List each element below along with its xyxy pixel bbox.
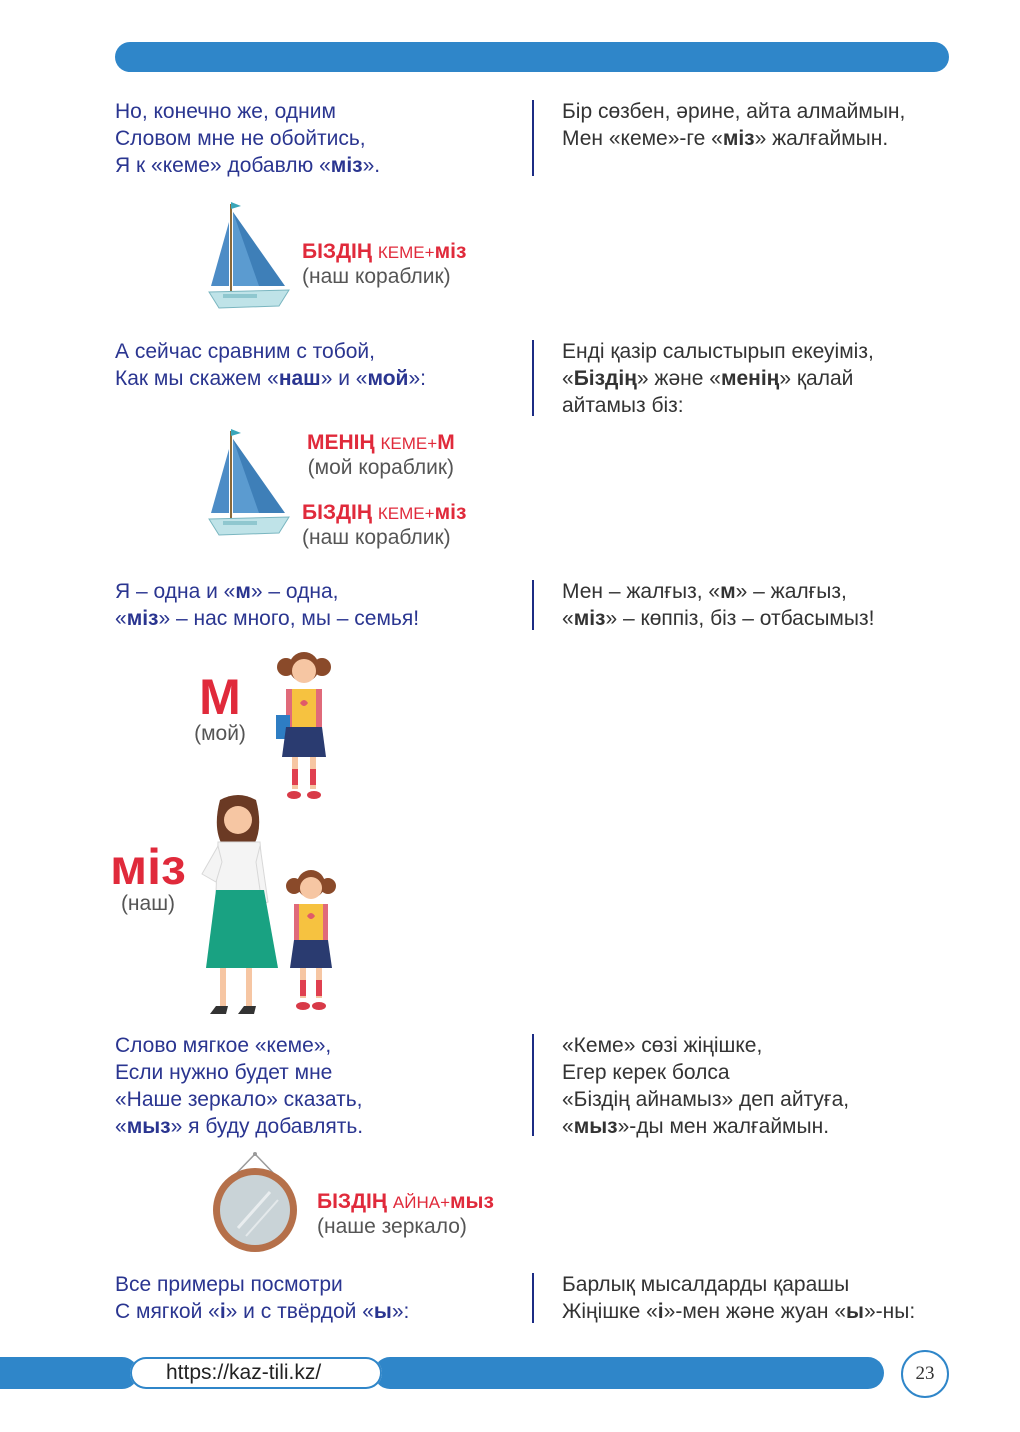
suffix-m-label: М (мой)	[194, 669, 246, 745]
verse-line: «міз» – нас много, мы – семья!	[115, 607, 420, 630]
verse-line: «Біздің айнамыз» деп айтуға,	[562, 1088, 850, 1111]
verse-line: «мыз» я буду добавлять.	[115, 1115, 364, 1138]
verse-line: Егер керек болса	[562, 1061, 730, 1084]
verse-line: Если нужно будет мне	[115, 1061, 333, 1084]
stanza-4-kazakh	[562, 1032, 849, 1140]
example-biz-aina-myz: БІЗДІҢ АЙНА+мыз (наше зеркало)	[317, 1190, 494, 1238]
sailboat-illustration	[205, 198, 291, 318]
example-biz-keme-miz: БІЗДІҢ КЕМЕ+міз (наш кораблик)	[302, 501, 467, 549]
example-biz-keme-miz: БІЗДІҢ КЕМЕ+міз (наш кораблик)	[302, 240, 467, 288]
verse-line: С мягкой «і» и с твёрдой «ы»:	[115, 1300, 410, 1323]
page-number: 23	[901, 1350, 949, 1398]
verse-line: «Біздің» және «менің» қалай	[562, 367, 854, 390]
verse-line: Как мы скажем «наш» и «мой»:	[115, 367, 426, 390]
verse-line: Бір сөзбен, әрине, айта алмаймын,	[562, 100, 906, 123]
translation-text: (мой кораблик)	[307, 456, 455, 479]
verse-line: «мыз»-ды мен жалғаймын.	[562, 1115, 830, 1138]
column-divider	[532, 1034, 534, 1136]
translation-text: (наш кораблик)	[302, 265, 451, 288]
stanza-5-kazakh	[562, 1271, 915, 1325]
column-divider	[532, 580, 534, 630]
stanza-4-russian	[115, 1032, 363, 1140]
top-banner-bar	[115, 42, 949, 72]
verse-line: Я – одна и «м» – одна,	[115, 580, 339, 603]
site-url-link[interactable]: https://kaz-tili.kz/	[166, 1361, 322, 1384]
stanza-2-kazakh	[562, 338, 874, 419]
mirror-illustration	[208, 1152, 302, 1256]
suffix-miz-label: міз (наш)	[110, 839, 186, 915]
column-divider	[532, 100, 534, 176]
verse-line: Слово мягкое «кеме»,	[115, 1034, 332, 1057]
footer-bar-left	[0, 1357, 138, 1389]
stanza-3-russian	[115, 578, 419, 632]
verse-line: Все примеры посмотри	[115, 1273, 343, 1296]
verse-line: Енді қазір салыстырып екеуіміз,	[562, 340, 874, 363]
verse-line: айтамыз біз:	[562, 394, 684, 417]
stanza-2-russian	[115, 338, 426, 392]
mother-and-daughter-illustration	[198, 792, 348, 1024]
verse-line: Мен «кеме»-ге «міз» жалғаймын.	[562, 127, 889, 150]
verse-line: А сейчас сравним с тобой,	[115, 340, 375, 363]
girl-illustration	[272, 645, 336, 803]
footer-bar-right	[374, 1357, 884, 1389]
verse-line: Но, конечно же, одним	[115, 100, 336, 123]
verse-line: Словом мне не обойтись,	[115, 127, 366, 150]
sailboat-illustration	[205, 425, 291, 545]
translation-text: (наш кораблик)	[302, 526, 451, 549]
verse-line: «міз» – көппіз, біз – отбасымыз!	[562, 607, 875, 630]
stanza-5-russian	[115, 1271, 409, 1325]
translation-text: (наше зеркало)	[317, 1215, 467, 1238]
verse-line: «Кеме» сөзі жіңішке,	[562, 1034, 763, 1057]
stanza-1-kazakh	[562, 98, 905, 152]
verse-line: Жіңішке «і»-мен және жуан «ы»-ны:	[562, 1300, 916, 1323]
example-menin-keme-m: МЕНІҢ КЕМЕ+М (мой кораблик)	[307, 431, 455, 479]
verse-line: Мен – жалғыз, «м» – жалғыз,	[562, 580, 847, 603]
verse-line: «Наше зеркало» сказать,	[115, 1088, 363, 1111]
verse-line: Барлық мысалдарды қарашы	[562, 1273, 850, 1296]
stanza-1-russian	[115, 98, 380, 179]
verse-line: Я к «кеме» добавлю «міз».	[115, 154, 381, 177]
column-divider	[532, 340, 534, 416]
column-divider	[532, 1273, 534, 1323]
stanza-3-kazakh	[562, 578, 874, 632]
